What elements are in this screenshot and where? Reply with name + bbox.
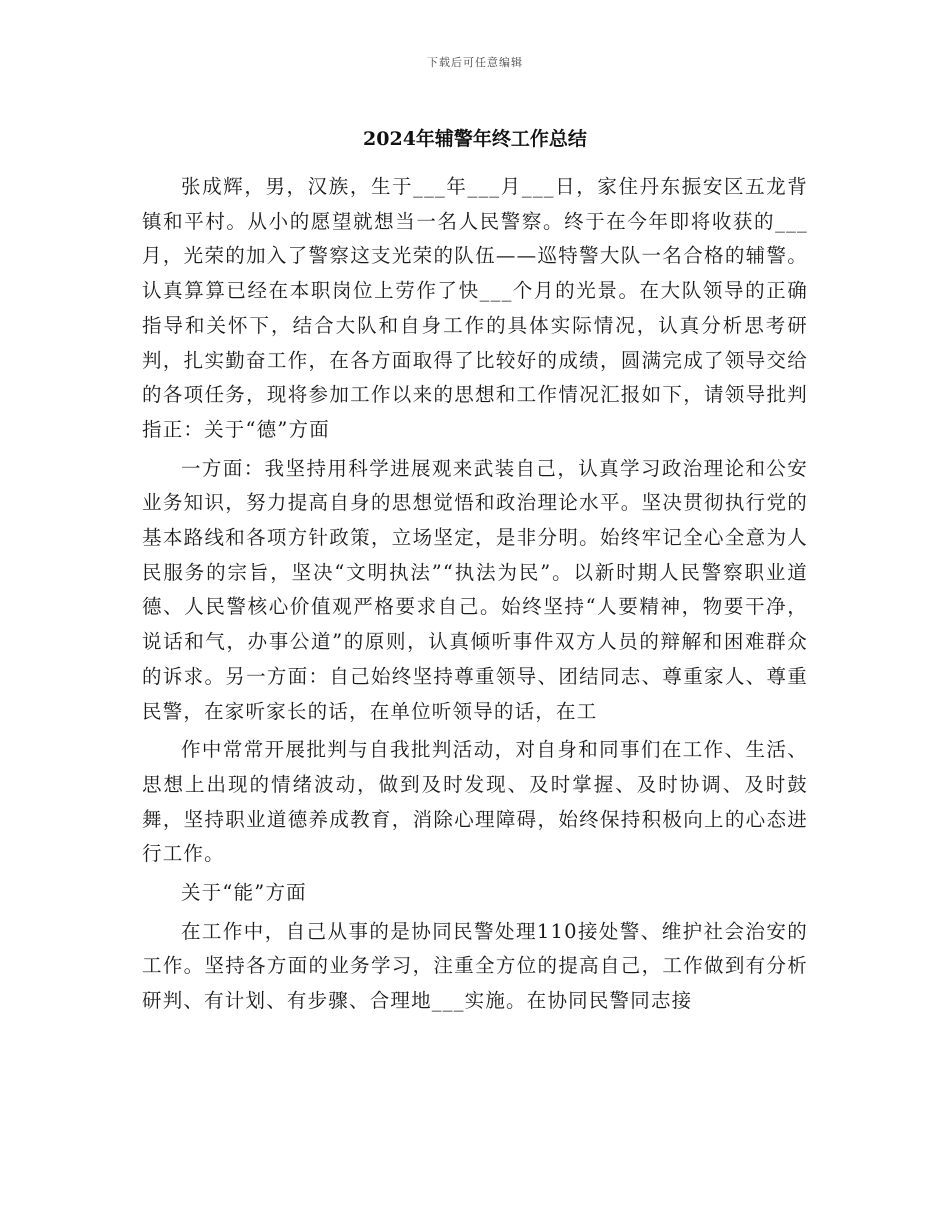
paragraph-ability: 在工作中，自己从事的是协同民警处理110接处警、维护社会治安的工作。坚持各方面的业务学习，注重全方位的提高自己，工作做到有分析研判、有计划、有步骤、合理地___实施。在协同民警同志接 xyxy=(142,919,808,1013)
document-title: 2024年辅警年终工作总结 xyxy=(363,128,587,150)
paragraph-intro: 张成辉，男，汉族，生于___年___月___日，家住丹东振安区五龙背镇和平村。从小的愿望就想当一名人民警察。终于在今年即将收获的___月，光荣的加入了警察这支光荣的队伍——巡特警大队一名合格的辅警。认真算算已经在本职岗位上劳作了快___个月的光景。在大队领导的正确指导和关怀下，结合大队和自身工作的具体实际情况，认真分析思考研判，扎实勤奋工作，在各方面取得了比较好的成绩，圆满完成了领导交给的各项任务，现将参加工作以来的思想和工作情况汇报如下，请领导批判指正：关于“德”方面 xyxy=(142,175,808,441)
document-body xyxy=(142,170,808,1023)
paragraph-virtue-continued: 作中常常开展批判与自我批判活动，对自身和同事们在工作、生活、思想上出现的情绪波动，做到及时发现、及时掌握、及时协调、及时鼓舞，坚持职业道德养成教育，消除心理障碍，始终保持积极向上的心态进行工作。 xyxy=(142,738,808,866)
header-note: 下载后可任意编辑 xyxy=(427,56,523,69)
paragraph-virtue: 一方面：我坚持用科学进展观来武装自己，认真学习政治理论和公安业务知识，努力提高自身的思想觉悟和政治理论水平。坚决贯彻执行党的基本路线和各项方针政策，立场坚定，是非分明。始终牢记全心全意为人民服务的宗旨，坚决“文明执法”“执法为民”。以新时期人民警察职业道德、人民警核心价值观严格要求自己。始终坚持“人要精神，物要干净，说话和气，办事公道”的原则，认真倾听事件双方人员的辩解和困难群众的诉求。另一方面：自己始终坚持尊重领导、团结同志、尊重家人、尊重民警，在家听家长的话，在单位听领导的话，在工 xyxy=(142,456,808,723)
section-heading-ability: 关于“能”方面 xyxy=(181,881,307,905)
